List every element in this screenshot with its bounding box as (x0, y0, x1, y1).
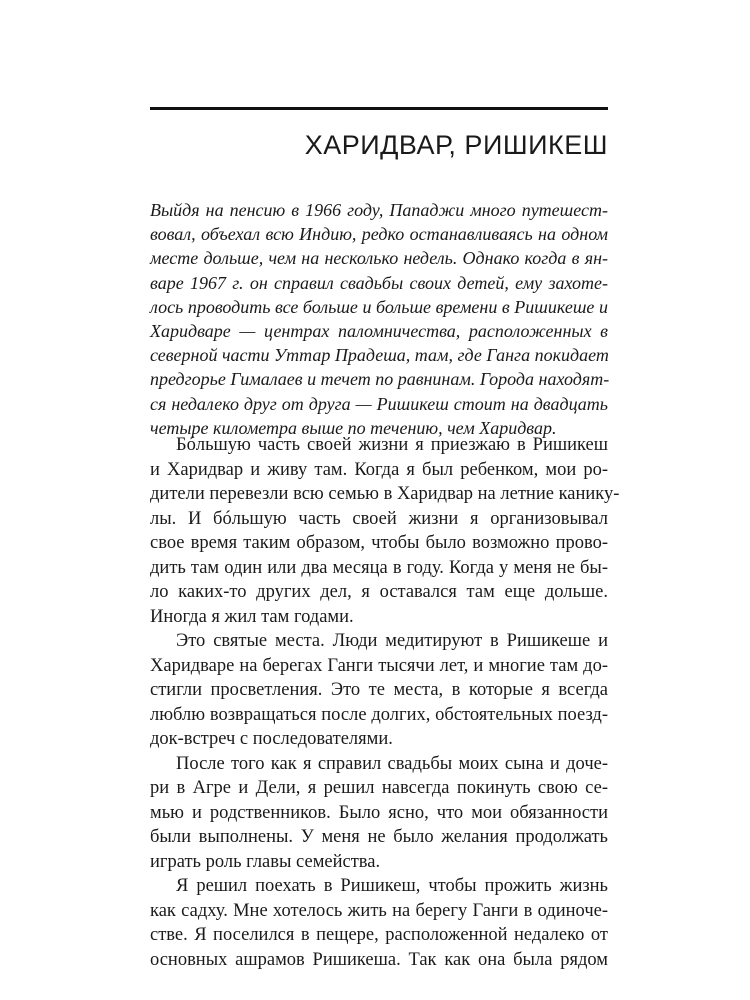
body-line: играть роль главы семейства. (150, 851, 381, 872)
intro-line: вовал, объехал всю Индию, редко останавливаясь на одном (150, 224, 608, 245)
body-line: мью и родственников. Было ясно, что мои обязанности (150, 802, 608, 823)
intro-line: месте дольше, чем на несколько недель. Однако когда в ян- (150, 248, 608, 269)
body-line: дители перевезли всю семью в Харидвар на летние канику- (150, 484, 620, 504)
body-line: Харидваре на берегах Ганги тысячи лет, и многие там до- (150, 655, 608, 676)
intro-line: лось проводить все больше и больше времени в Ришикеше и (150, 296, 608, 317)
body-line: люблю возвращаться после долгих, обстоятельных поезд- (150, 704, 608, 725)
body-line: Это святые места. Люди медитируют в Ришикеше и (176, 631, 608, 651)
intro-line: северной части Уттар Прадеша, там, где Ганга покидает (150, 345, 609, 366)
body-line: были выполнены. У меня не было желания продолжать (150, 827, 608, 847)
body-line: ри в Агре и Дели, я решил навсегда покинуть свою се- (150, 778, 608, 798)
intro-line: варе 1967 г. он справил свадьбы своих детей, ему захоте- (150, 272, 608, 293)
body-line: свое время таким образом, чтобы было возможно прово- (150, 533, 608, 553)
intro-line: Харидваре — центрах паломничества, расположенных в (150, 320, 608, 341)
body-line: лы. И бóльшую часть своей жизни я организовывал (150, 508, 608, 529)
body-line: основных ашрамов Ришикеша. Так как она была рядом (150, 949, 608, 970)
body-line: Я решил поехать в Ришикеш, чтобы прожить жизнь (176, 876, 608, 896)
intro-line: четыре километра выше по течению, чем Харидвар. (150, 417, 557, 438)
body-line: стве. Я поселился в пещере, расположенной недалеко от (150, 925, 608, 945)
intro-paragraph (150, 198, 608, 440)
intro-line: ся недалеко друг от друга — Ришикеш стоит на двадцать (150, 393, 608, 414)
intro-line: предгорье Гималаев и течет по равнинам. Города находят- (150, 369, 610, 390)
body-line: Бóльшую часть своей жизни я приезжаю в Ришикеш (176, 435, 608, 455)
header-rule (150, 107, 608, 110)
body-line: и Харидвар и живу там. Когда я был ребенком, мои ро- (150, 459, 608, 480)
body-line: ло каких-то других дел, я оставался там еще дольше. (150, 582, 608, 602)
intro-line: Выйдя на пенсию в 1966 году, Пападжи много путешест- (150, 200, 608, 220)
body-line: дить там один или два месяца в году. Когда у меня не бы- (150, 557, 608, 578)
body-line: После того как я справил свадьбы моих сына и доче- (176, 753, 608, 774)
body-line: как садху. Мне хотелось жить на берегу Ганги в одиноче- (150, 900, 608, 921)
body-line: Иногда я жил там годами. (150, 606, 354, 627)
body-line: док-встреч с последователями. (150, 729, 393, 749)
body-line: стигли просветления. Это те места, в которые я всегда (150, 680, 608, 700)
chapter-title: ХАРИДВАР, РИШИКЕШ (304, 130, 608, 160)
body-text (150, 433, 620, 972)
